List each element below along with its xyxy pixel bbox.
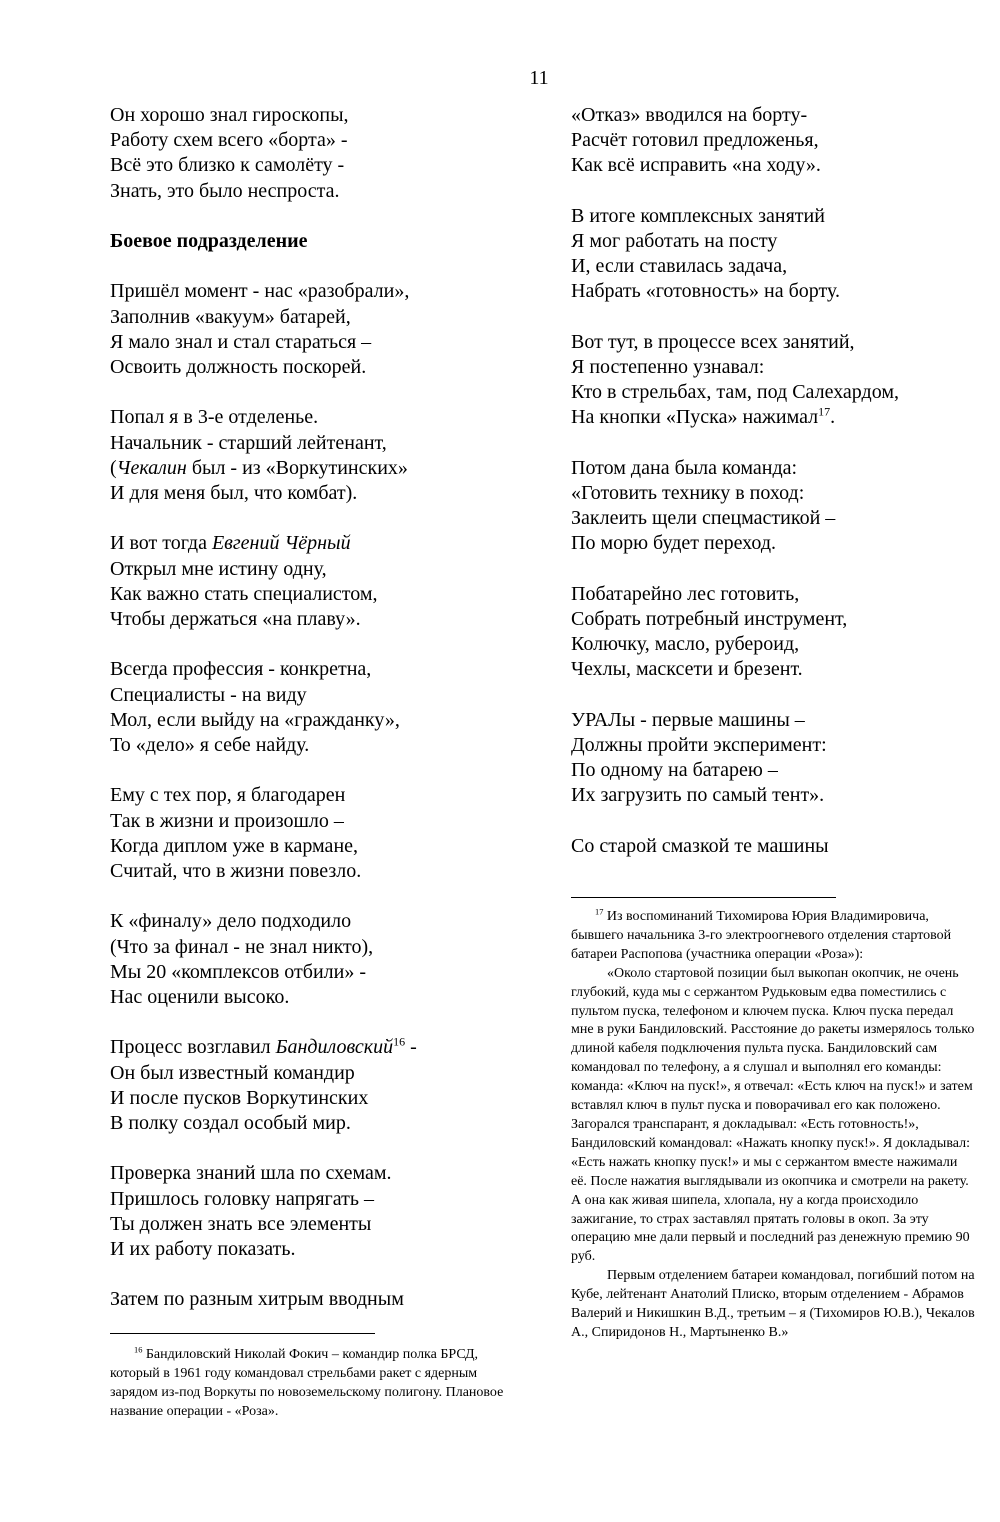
verse-line: Всегда профессия - конкретна, [110, 658, 372, 681]
stanza [110, 103, 550, 204]
verse-line: Кто в стрельбах, там, под Салехардом, [571, 381, 899, 404]
verse-line: Мол, если выйду на «гражданку», [110, 708, 400, 731]
verse-line: Проверка знаний шла по схемам. [110, 1162, 392, 1185]
verse-text: И вот тогда [110, 532, 212, 555]
verse-line [110, 1035, 550, 1060]
stanza [571, 204, 991, 305]
verse-line: Я мог работать на посту [571, 230, 778, 252]
verse-line: Побатарейно лес готовить, [571, 582, 800, 605]
stanza [571, 330, 991, 431]
verse-line [571, 405, 991, 430]
verse-line: То «дело» я себе найду. [110, 734, 310, 756]
verse-line: Он хорошо знал гироскопы, [110, 104, 349, 126]
stanza [110, 279, 550, 380]
stanza [110, 1161, 550, 1262]
verse-line: В полку создал особый мир. [110, 1112, 351, 1134]
footnote-17 [571, 908, 976, 1343]
stanza [110, 1287, 550, 1312]
footnote-paragraph [571, 908, 976, 965]
footnote-paragraph: «Около стартовой позиции был выкопан окопчик, не очень глубокий, куда мы с сержантом Рудьковым едва поместились с пультом пуска, телефоном и ключем пуска. Ключ пуска передал мне в руки Бандиловский. Расстояние до ракеты измерялось только длиной кабеля подключения пульта пуска. Бандиловский сам командовал по телефону, а я слушал и выполнял его команды: команда: «Ключ на пуск!», я отвечал: «Есть ключ на пуск!» и затем вставлял ключ в пульт пуска и поворачивал его как положено. Загорался транспарант, я докладывал: «Есть готовность!», Бандиловский командовал: «Нажать кнопку пуск!». Я докладывал: «Есть нажать кнопку пуск!» и мы с сержантом вместе нажимали её. После нажатия выглядывали из окопчика и смотрели на ракету. А она как живая шипела, хлопала, ну а когда происходило зажигание, то страх заставлял прятать головы в окоп. За эту операцию мне дали первый и последний раз денежную премию 90 руб. [571, 965, 975, 1265]
verse-text: . [830, 406, 836, 429]
verse-line: Чтобы держаться «на плаву». [110, 608, 361, 630]
verse-line: Открыл мне истину одну, [110, 557, 327, 580]
verse-line: Набрать «готовность» на борту. [571, 280, 840, 303]
verse-line: Освоить должность поскорей. [110, 356, 367, 378]
stanza [571, 708, 991, 809]
person-name: Евгений Чёрный [211, 532, 351, 555]
verse-line: И для меня был, что комбат). [110, 482, 358, 504]
section-heading: Боевое подразделение [110, 230, 308, 252]
verse-line: (Что за финал - не знал никто), [110, 935, 374, 958]
page-number: 11 [529, 67, 549, 89]
verse-line: Заполнив «вакуум» батарей, [110, 305, 351, 328]
verse-line: Специалисты - на виду [110, 683, 307, 706]
verse-line: Я постепенно узнавал: [571, 356, 765, 378]
verse-line: Работу схем всего «борта» - [110, 129, 348, 152]
verse-line: Знать, это было неспроста. [110, 179, 340, 202]
verse-text: был - из «Воркутинских» [186, 456, 408, 479]
verse-line: Их загрузить по самый тент». [571, 784, 825, 807]
verse-line: Попал я в 3-е отделенье. [110, 406, 319, 429]
verse-line: Заклеить щели спецмастикой – [571, 507, 836, 530]
verse-text: Процесс возглавил [110, 1036, 276, 1059]
verse-text: ( [110, 456, 117, 479]
stanza [110, 783, 550, 884]
verse-line: Вот тут, в процессе всех занятий, [571, 330, 855, 353]
right-column [571, 103, 991, 884]
stanza [110, 657, 550, 758]
person-name: Чекалин [116, 456, 187, 479]
verse-line: Собрать потребный инструмент, [571, 608, 848, 630]
verse-line: К «финалу» дело подходило [110, 910, 352, 933]
verse-line: «Готовить технику в поход: [571, 482, 805, 504]
verse-line: И их работу показать. [110, 1238, 296, 1260]
verse-line: Пришлось головку напрягать – [110, 1187, 374, 1210]
footnote-marker: 16 [134, 1345, 143, 1355]
verse-line: Так в жизни и произошло – [110, 809, 344, 832]
verse-line: Ты должен знать все элементы [110, 1212, 372, 1235]
verse-line: По морю будет переход. [571, 532, 777, 555]
verse-line: Расчёт готовил предложенья, [571, 129, 819, 152]
stanza [571, 582, 991, 683]
verse-line: Должны пройти эксперимент: [571, 734, 827, 756]
stanza [110, 531, 550, 632]
verse-line: «Отказ» вводился на борту- [571, 104, 808, 126]
section-heading-block [110, 229, 550, 254]
verse-line [110, 531, 550, 556]
verse-line [110, 456, 550, 481]
footnote-divider [110, 1333, 375, 1334]
verse-line: Потом дана была команда: [571, 456, 798, 479]
person-name: Бандиловский [275, 1036, 394, 1059]
stanza [571, 456, 991, 557]
verse-line: И, если ставилась задача, [571, 255, 788, 278]
left-column [110, 103, 550, 1338]
verse-line: Всё это близко к самолёту - [110, 154, 345, 177]
verse-line: Нас оценили высоко. [110, 986, 290, 1008]
verse-line: В итоге комплексных занятий [571, 204, 825, 227]
footnote-paragraph: Первым отделением батареи командовал, погибший потом на Кубе, лейтенант Анатолий Плиско, вторым отделением - Абрамов Валерий и Никишкин В.Д., третьим – я (Тихомиров Ю.В.), Чекалов А., Спиридонов Н., Мартыненко В.» [571, 1268, 975, 1340]
verse-line: Начальник - старший лейтенант, [110, 431, 387, 454]
verse-line: Колючку, масло, рубероид, [571, 633, 800, 656]
verse-line: Со старой смазкой те машины [571, 834, 829, 857]
footnote-ref-16[interactable]: 16 [393, 1034, 406, 1049]
verse-line: И после пусков Воркутинских [110, 1086, 369, 1109]
stanza [571, 103, 991, 179]
stanza [571, 834, 991, 859]
footnote-text: Из воспоминаний Тихомирова Юрия Владимировича, бывшего начальника 3-го электроогневого отделения стартовой батареи Распопова (участника операции «Роза»): [571, 909, 952, 962]
verse-line: УРАЛы - первые машины – [571, 708, 805, 731]
verse-text: На кнопки «Пуска» нажимал [571, 406, 819, 429]
footnote-text: Бандиловский Николай Фокич – командир полка БРСД, который в 1961 году командовал стрельбами ракет с ядерным зарядом из-под Воркуты по новоземельскому полигону. Плановое название операции - «Роза». [110, 1347, 504, 1419]
verse-line: Он был известный командир [110, 1061, 355, 1084]
verse-line: Как всё исправить «на ходу». [571, 154, 821, 177]
verse-line: По одному на батарею – [571, 759, 778, 782]
verse-line: Затем по разным хитрым вводным [110, 1288, 404, 1311]
stanza [110, 1035, 550, 1136]
verse-line: Ему с тех пор, я благодарен [110, 784, 346, 807]
footnote-ref-17[interactable]: 17 [818, 404, 831, 419]
stanza [110, 405, 550, 506]
verse-line: Считай, что в жизни повезло. [110, 860, 362, 882]
stanza [110, 909, 550, 1010]
footnote-marker: 17 [595, 907, 604, 917]
verse-line: Чехлы, масксети и брезент. [571, 658, 803, 681]
footnote-paragraph [110, 1346, 510, 1422]
footnote-16 [110, 1346, 510, 1422]
verse-text: - [405, 1036, 417, 1059]
verse-line: Пришёл момент - нас «разобрали», [110, 280, 410, 303]
footnote-divider [571, 897, 836, 898]
verse-line: Когда диплом уже в кармане, [110, 834, 359, 857]
verse-line: Я мало знал и стал стараться – [110, 330, 372, 353]
verse-line: Мы 20 «комплексов отбили» - [110, 960, 366, 983]
verse-line: Как важно стать специалистом, [110, 582, 378, 605]
